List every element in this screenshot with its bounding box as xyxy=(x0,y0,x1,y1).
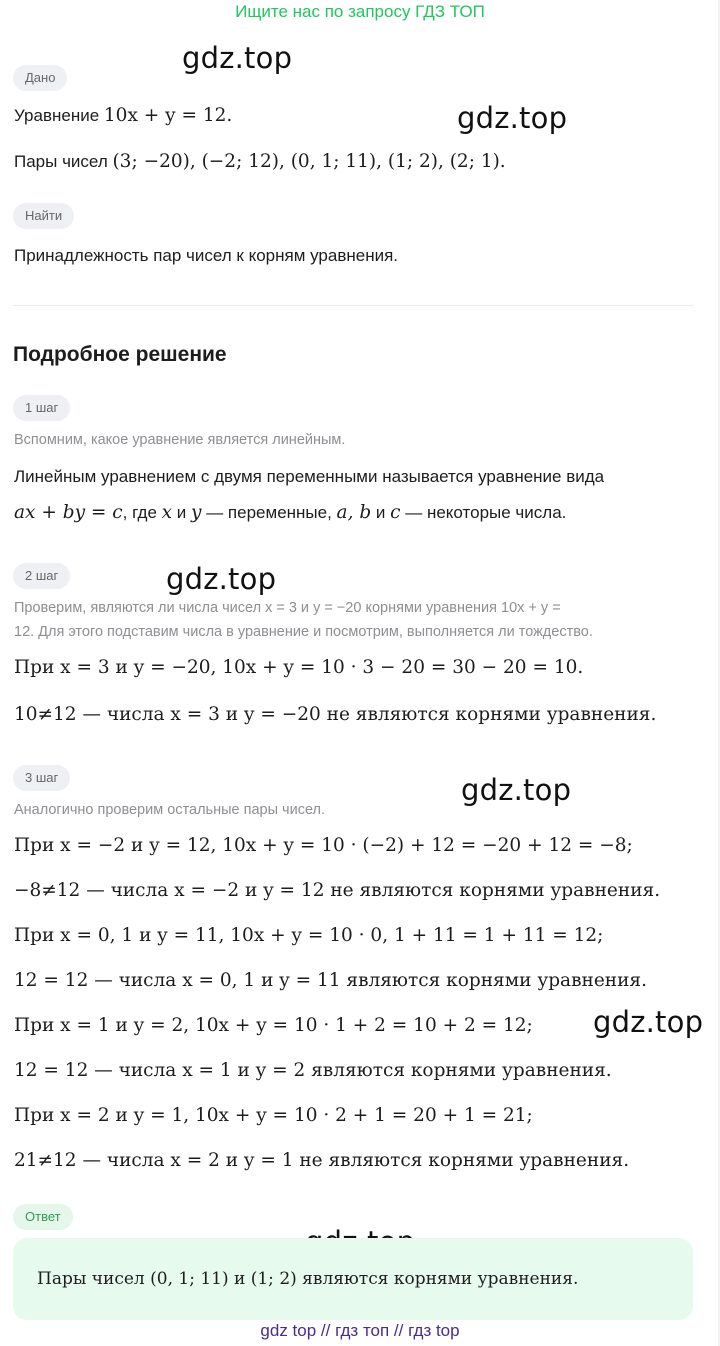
step2-result xyxy=(14,703,656,727)
step1-coef-c: c xyxy=(390,502,401,523)
step1-formula-line xyxy=(14,501,566,525)
step3-line-text: При x = 2 и y = 1, 10x + y = 10 · 2 + 1 = 20 + 1 = 21; xyxy=(14,1105,533,1126)
step2-hint-2: 12. Для этого подставим числа в уравнение и посмотрим, выполняется ли тождество. xyxy=(14,624,593,640)
step1-coefs: a, b xyxy=(336,502,372,523)
step3-hint: Аналогично проверим остальные пары чисел. xyxy=(14,802,326,818)
step1-text: — некоторые числа. xyxy=(400,503,567,522)
step3-line xyxy=(14,1059,612,1083)
step2-hint-1: Проверим, являются ли числа чисел x = 3 и y = −20 корнями уравнения 10x + y = xyxy=(14,600,561,616)
watermark: gdz.top xyxy=(593,1005,704,1039)
find-label: Найти xyxy=(13,203,74,229)
step3-line xyxy=(14,969,647,993)
given-pairs-values: (3; −20), (−2; 12), (0, 1; 11), (1; 2), (2; 1). xyxy=(112,151,506,172)
step3-line-text: 21≠12 — числа x = 2 и y = 1 не являются корнями уравнения. xyxy=(14,1150,630,1171)
given-label: Дано xyxy=(13,65,67,91)
step3-line-text: При x = 1 и y = 2, 10x + y = 10 · 1 + 2 = 10 + 2 = 12; xyxy=(14,1015,533,1036)
given-equation xyxy=(14,104,232,128)
step3-line xyxy=(14,924,603,948)
step1-var-x: x xyxy=(161,502,173,523)
step2-label: 2 шаг xyxy=(13,563,70,589)
step2-result-text: 10≠12 — числа x = 3 и y = −20 не являются корнями уравнения. xyxy=(14,704,657,725)
watermark: gdz.top xyxy=(182,41,293,75)
step3-label: 3 шаг xyxy=(13,765,70,791)
watermark: gdz.top xyxy=(457,101,568,135)
step1-formula: ax + by = c xyxy=(14,502,123,523)
step1-text: — переменные, xyxy=(201,503,337,522)
answer-box xyxy=(13,1238,693,1320)
answer-text xyxy=(37,1266,578,1292)
answer-text-content: Пары чисел (0, 1; 11) и (1; 2) являются корнями уравнения. xyxy=(37,1269,579,1289)
step3-line xyxy=(14,879,660,903)
step3-line-text: 12 = 12 — числа x = 0, 1 и y = 11 являются корнями уравнения. xyxy=(14,970,647,991)
step1-definition: Линейным уравнением с двумя переменными называется уравнение вида xyxy=(14,467,605,486)
step2-calc xyxy=(14,656,583,680)
step2-calc-text: При x = 3 и y = −20, 10x + y = 10 · 3 − 20 = 30 − 20 = 10. xyxy=(14,657,584,678)
step1-label: 1 шаг xyxy=(13,395,70,421)
footer-links[interactable]: gdz top // гдз топ // гдз top xyxy=(260,1321,460,1340)
step3-line xyxy=(14,834,633,858)
given-pairs-prefix: Пары чисел xyxy=(14,152,108,171)
find-text: Принадлежность пар чисел к корням уравнения. xyxy=(14,246,399,265)
solution-title: Подробное решение xyxy=(13,343,227,366)
step3-line-text: −8≠12 — числа x = −2 и y = 12 не являются корнями уравнения. xyxy=(14,880,661,901)
step3-line xyxy=(14,1104,533,1128)
step3-line xyxy=(14,1149,629,1173)
watermark: gdz.top xyxy=(461,773,572,807)
step1-text: и xyxy=(172,503,192,522)
step1-var-y: y xyxy=(191,502,202,523)
answer-label: Ответ xyxy=(13,1204,73,1230)
step3-line-text: При x = −2 и y = 12, 10x + y = 10 · (−2) + 12 = −20 + 12 = −8; xyxy=(14,835,633,856)
step1-text: и xyxy=(371,503,391,522)
step1-hint: Вспомним, какое уравнение является линейным. xyxy=(14,432,346,448)
step1-text: , где xyxy=(122,503,162,522)
step3-line xyxy=(14,1014,533,1038)
step3-line-text: 12 = 12 — числа x = 1 и y = 2 являются корнями уравнения. xyxy=(14,1060,612,1081)
watermark: gdz.top xyxy=(166,562,277,596)
search-banner[interactable]: Ищите нас по запросу ГДЗ ТОП xyxy=(235,2,485,21)
given-eq-formula: 10x + y = 12. xyxy=(103,105,233,126)
section-divider xyxy=(13,305,693,306)
step3-line-text: При x = 0, 1 и y = 11, 10x + y = 10 · 0, 1 + 11 = 1 + 11 = 12; xyxy=(14,925,604,946)
given-eq-prefix: Уравнение xyxy=(14,106,100,125)
given-pairs xyxy=(14,150,506,174)
